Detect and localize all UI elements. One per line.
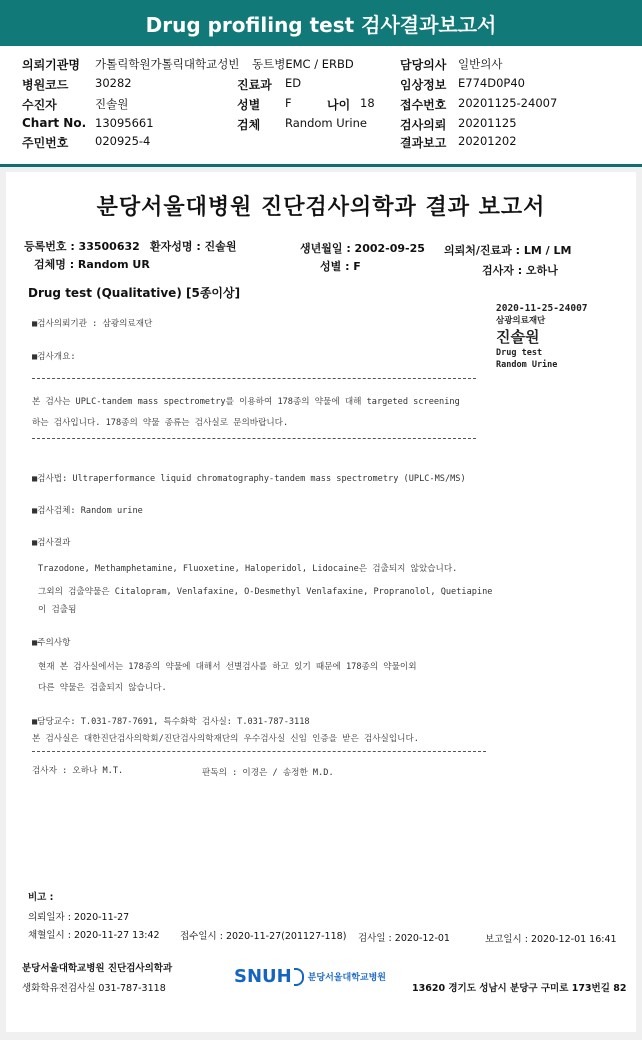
report-time: 보고일시 : 2020-12-01 16:41 — [485, 934, 617, 945]
logo-hospital-name: 분당서울대학교병원 — [307, 973, 386, 983]
stamp-patient-name: 진솔원 — [496, 328, 540, 346]
specimen-stamp — [496, 303, 588, 371]
report-date-value: 20201202 — [458, 134, 517, 148]
patient-sex: 성별 : F — [320, 260, 361, 273]
institution-value: 가톨릭학원가톨릭대학교성빈 — [95, 57, 240, 71]
result-text-2: 그외의 검출약물은 Citalopram, Venlafaxine, O-Desmethyl Venlafaxine, Propranolol, Quetiapine — [38, 587, 493, 597]
result-text-1: Trazodone, Methamphetamine, Fluoxetine, Haloperidol, Lidocaine은 검출되지 않았습니다. — [38, 564, 458, 574]
specimen-value: Random Urine — [285, 116, 367, 130]
registration-number: 등록번호 : 33500632 — [24, 240, 140, 253]
institution-label: 의뢰기관명 — [22, 58, 80, 72]
tester-name: 검사자 : 오하나 — [482, 264, 558, 277]
hospital-code-value: 30282 — [95, 76, 132, 90]
requester-department: 의뢰처/진료과 : LM / LM — [444, 244, 572, 257]
divider — [32, 751, 486, 752]
overview-heading: ■검사개요: — [32, 352, 76, 362]
accreditation-text: 본 검사실은 대한진단검사의학회/진단검사의학재단의 우수검사실 신임 인증을 받은 검사실입니다. — [32, 734, 419, 744]
examinee-value: 진솔원 — [95, 97, 129, 111]
hospital-code-label: 병원코드 — [22, 78, 69, 92]
result-heading: ■검사결과 — [32, 538, 71, 548]
examinee-label: 수진자 — [22, 98, 57, 112]
reader-signature: 판독의 : 이경은 / 송정한 M.D. — [202, 768, 334, 778]
department-value: 동트병EMC / ERBD — [252, 57, 354, 71]
stamp-specimen: Random Urine — [496, 360, 558, 370]
age-label: 나이 — [327, 98, 351, 112]
result-text-3: 이 검출됨 — [38, 605, 77, 615]
overview-text-2: 하는 검사입니다. 178종의 약물 종류는 검사실로 문의바랍니다. — [32, 418, 289, 428]
sex-label: 성별 — [237, 98, 261, 112]
stamp-foundation: 삼광의료재단 — [496, 316, 546, 326]
stamp-test-name: Drug test — [496, 348, 543, 358]
doctor-label: 담당의사 — [400, 58, 447, 72]
hospital-logo — [234, 966, 386, 987]
result-report-page — [6, 172, 636, 1032]
receipt-no-value: 20201125-24007 — [458, 96, 558, 110]
test-title: Drug test (Qualitative) [5종이상] — [28, 286, 241, 300]
footer-department: 분당서울대학교병원 진단검사의학과 — [22, 963, 173, 974]
resident-no-value: 020925-4 — [95, 134, 151, 148]
stamp-receipt-no: 2020-11-25-24007 — [496, 303, 588, 314]
divider — [32, 378, 476, 379]
request-date-value: 20201125 — [458, 116, 517, 130]
caution-text-2: 다른 약물은 검출되지 않습니다. — [38, 683, 167, 693]
doctor-value: 일반의사 — [458, 57, 503, 71]
age-value: 18 — [360, 96, 375, 110]
birth-date: 생년월일 : 2002-09-25 — [300, 242, 425, 255]
report-title: 분당서울대병원 진단검사의학과 결과 보고서 — [96, 195, 546, 220]
overview-text-1: 본 검사는 UPLC-tandem mass spectrometry를 이용하여 178종의 약물에 대해 targeted screening — [32, 397, 460, 407]
specimen-name: 검체명 : Random UR — [34, 258, 150, 271]
clinic-label: 진료과 — [237, 78, 272, 92]
remarks-label: 비고 : — [28, 892, 54, 903]
report-date-label: 결과보고 — [400, 136, 447, 150]
specimen-text: ■검사검체: Random urine — [32, 506, 143, 516]
clinic-value: ED — [285, 76, 302, 90]
collection-time: 채혈일시 : 2020-11-27 13:42 — [28, 930, 160, 941]
chart-no-label: Chart No. — [22, 116, 87, 130]
requesting-institution: ■검사의뢰기관 : 삼광의료재단 — [32, 319, 153, 329]
request-header — [0, 46, 642, 167]
test-date: 검사일 : 2020-12-01 — [358, 933, 450, 944]
method-text: ■검사법: Ultraperformance liquid chromatography-tandem mass spectrometry (UPLC-MS/MS) — [32, 474, 466, 484]
patient-name: 환자성명 : 진솔원 — [150, 240, 237, 253]
chart-no-value: 13095661 — [95, 116, 154, 130]
caution-heading: ■주의사항 — [32, 638, 71, 648]
clinical-info-label: 임상정보 — [400, 78, 447, 92]
caution-text-1: 현재 본 검사실에서는 178종의 약물에 대해서 선별검사를 하고 있기 때문에 178종의 약물이외 — [38, 662, 417, 672]
logo-mark: SNUH — [234, 966, 292, 987]
request-date: 의뢰일자 : 2020-11-27 — [28, 912, 130, 923]
specimen-label: 검체 — [237, 118, 261, 132]
request-date-label: 검사의뢰 — [400, 118, 447, 132]
sex-value: F — [285, 96, 292, 110]
receipt-time: 접수일시 : 2020-11-27(201127-118) — [180, 931, 347, 942]
logo-symbol-icon — [294, 968, 304, 986]
report-banner — [0, 0, 642, 46]
banner-title: Drug profiling test 검사결과보고서 — [145, 12, 497, 37]
hospital-address: 13620 경기도 성남시 분당구 구미로 173번길 82 — [412, 983, 627, 994]
contact-text: ■담당교수: T.031-787-7691, 특수화학 검사실: T.031-787-3118 — [32, 717, 310, 727]
clinical-info-value: E774D0P40 — [458, 76, 525, 90]
tester-signature: 검사자 : 오하나 M.T. — [32, 766, 124, 776]
resident-no-label: 주민번호 — [22, 136, 69, 150]
footer-lab-phone: 생화학유전검사실 031-787-3118 — [22, 983, 166, 994]
divider — [32, 438, 476, 439]
receipt-no-label: 접수번호 — [400, 98, 447, 112]
